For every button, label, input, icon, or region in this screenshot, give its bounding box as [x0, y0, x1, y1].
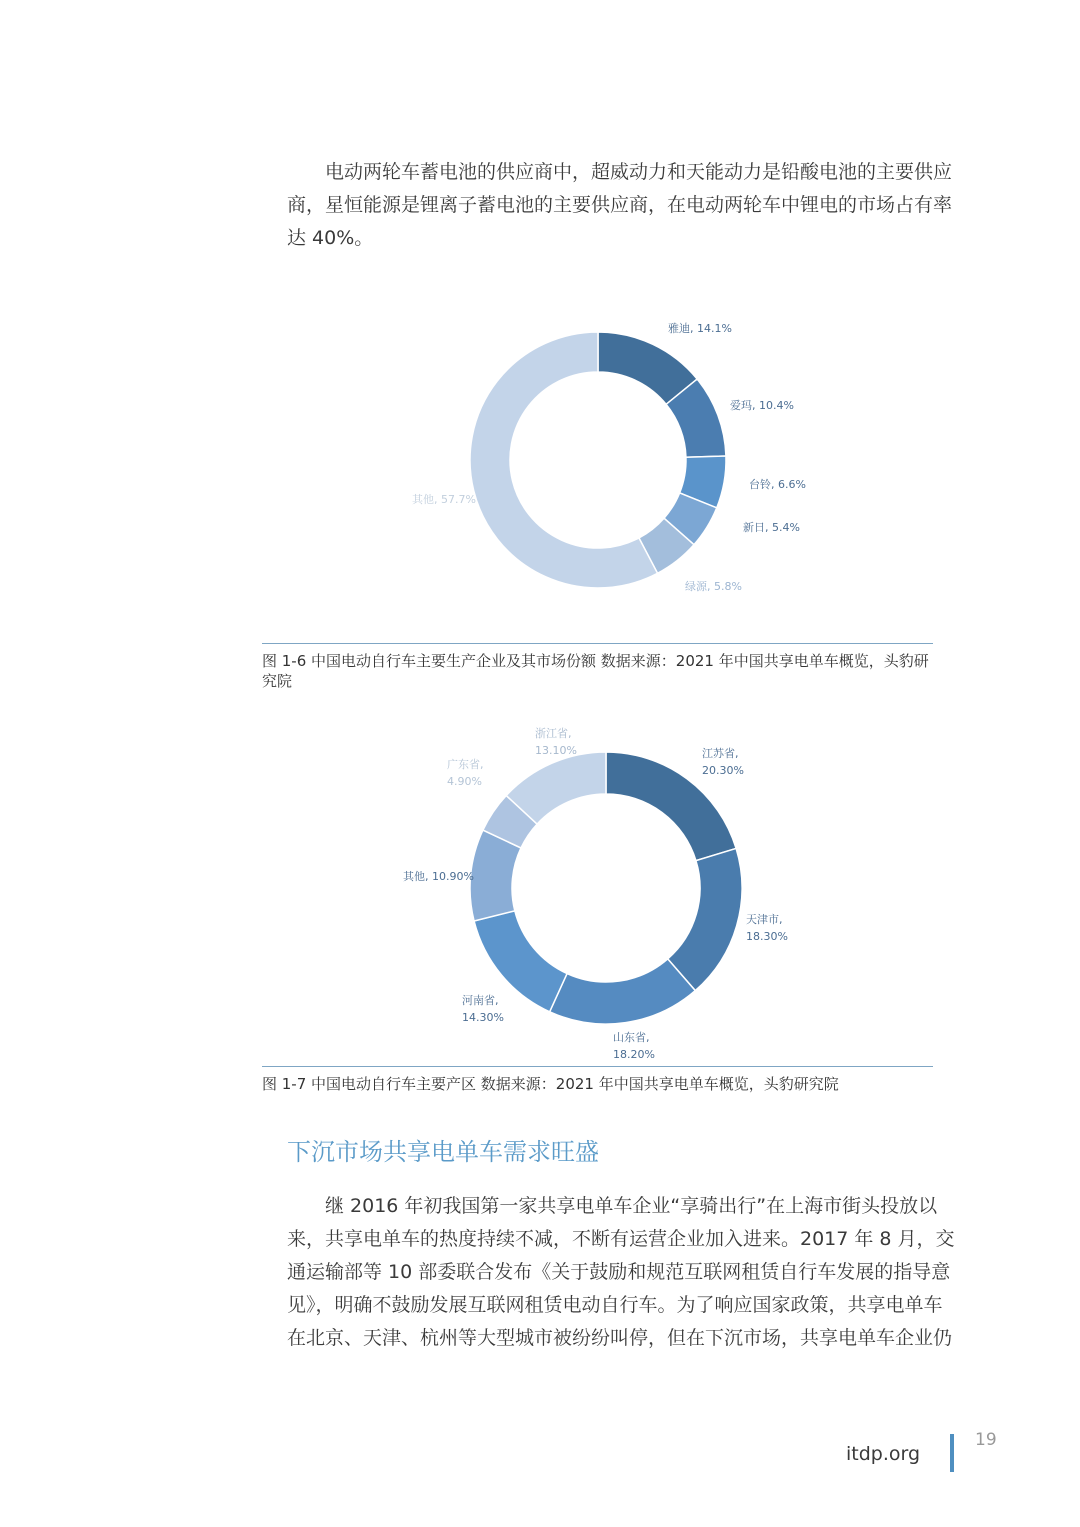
slice-label-新日: 新日, 5.4% [743, 521, 800, 534]
intro-line: 达 40%。 [287, 227, 374, 249]
caption-rule [262, 1066, 933, 1067]
slice-label-雅迪: 雅迪, 14.1% [668, 322, 732, 335]
chart-manufacturers [380, 300, 840, 610]
slice-label-广东省: 广东省, 4.90% [447, 758, 484, 788]
slice-label-台铃: 台铃, 6.6% [749, 478, 806, 491]
body-line: 在北京、天津、杭州等大型城市被纷纷叫停，但在下沉市场，共享电单车企业仍 [287, 1327, 953, 1349]
body-paragraph [287, 1190, 955, 1355]
intro-line: 电动两轮车蓄电池的供应商中，超威动力和天能动力是铅酸电池的主要供应 [325, 161, 953, 183]
body-line: 继 2016 年初我国第一家共享电单车企业“享骑出行”在上海市街头投放以 [325, 1195, 938, 1217]
body-line: 通运输部等 10 部委联合发布《关于鼓励和规范互联网租赁自行车发展的指导意 [287, 1261, 951, 1283]
slice-山东省 [550, 959, 696, 1024]
body-line: 来，共享电单车的热度持续不减，不断有运营企业加入进来。2017 年 8 月，交 [287, 1228, 955, 1250]
page-number: 19 [975, 1430, 997, 1450]
slice-label-其他: 其他, 57.7% [412, 493, 476, 506]
slice-label-其他: 其他, 10.90% [403, 870, 474, 883]
slice-label-绿源: 绿源, 5.8% [685, 580, 742, 593]
intro-paragraph [287, 156, 953, 255]
footer-url[interactable]: itdp.org [846, 1443, 921, 1465]
donut-chart-regions [380, 718, 840, 1063]
slice-label-河南省: 河南省, 14.30% [462, 994, 504, 1024]
slice-label-江苏省: 江苏省, 20.30% [702, 747, 744, 777]
slice-label-浙江省: 浙江省, 13.10% [535, 727, 577, 757]
slice-label-山东省: 山东省, 18.20% [613, 1031, 655, 1061]
figure-caption-1-7: 图 1-7 中国电动自行车主要产区 数据来源：2021 年中国共享电单车概览，头豹研究院 [262, 1075, 839, 1093]
caption-rule [262, 643, 933, 644]
donut-chart-manufacturers [380, 300, 840, 610]
body-line: 见》，明确不鼓励发展互联网租赁电动自行车。为了响应国家政策，共享电单车 [287, 1294, 943, 1316]
slice-天津市 [668, 848, 742, 990]
intro-line: 商，星恒能源是锂离子蓄电池的主要供应商，在电动两轮车中锂电的市场占有率 [287, 194, 953, 216]
section-title: 下沉市场共享电单车需求旺盛 [287, 1138, 599, 1166]
figure-caption-1-6: 图 1-6 中国电动自行车主要生产企业及其市场份额 数据来源：2021 年中国共享电单车概览，头豹研究院 [262, 652, 929, 690]
chart-regions [380, 718, 840, 1063]
slice-label-天津市: 天津市, 18.30% [746, 913, 788, 943]
slice-label-爱玛: 爱玛, 10.4% [730, 399, 794, 412]
footer-divider [950, 1434, 954, 1472]
